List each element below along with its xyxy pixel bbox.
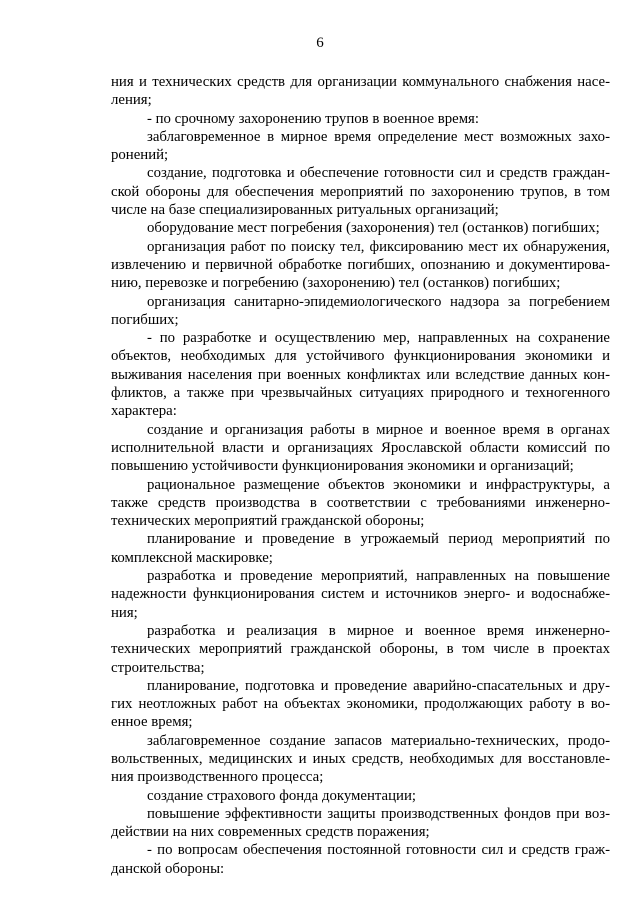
paragraph: - по разработке и осуществлению мер, направленных на сохранение объектов, необходимых для устойчивого функционирования экономики и выживания населения при военных конфликтах или вследствие данных конфликтов, а также при чрезвычайных ситуациях природного и техногенного характера:	[111, 330, 610, 420]
paragraph: планирование, подготовка и проведение аварийно-спасательных и других неотложных работ на объектах экономики, продолжающих работу в военное время;	[111, 677, 610, 731]
paragraph: заблаговременное в мирное время определение мест возможных захоронений;	[111, 128, 610, 164]
paragraph: разработка и реализация в мирное и военное время инженерно-технических мероприятий гражданской обороны, в том числе в проектах строительства;	[111, 622, 610, 676]
document-body	[111, 73, 610, 878]
paragraph: повышение эффективности защиты производственных фондов при воздействии на них современных средств поражения;	[111, 805, 610, 841]
paragraph: - по срочному захоронению трупов в военное время:	[147, 110, 479, 127]
paragraph: создание, подготовка и обеспечение готовности сил и средств гражданской обороны для обеспечения мероприятий по захоронению трупов, в том числе на базе специализированных ритуальных организаций;	[111, 165, 610, 219]
paragraph: организация работ по поиску тел, фиксированию мест их обнаружения, извлечению и первичной обработке погибших, опознанию и документированию, перевозке и погребению (захоронению) тел (останков) погибших;	[111, 238, 610, 292]
paragraph: разработка и проведение мероприятий, направленных на повышение надежности функционирования систем и источников энерго- и водоснабжения;	[111, 568, 610, 621]
page-number: 6	[316, 35, 324, 51]
paragraph: заблаговременное создание запасов материально-технических, продовольственных, медицинских и иных средств, необходимых для восстановления производственного процесса;	[111, 732, 610, 786]
paragraph: создание и организация работы в мирное и военное время в органах исполнительной власти и организациях Ярославской области комиссий по повышению устойчивости функционирования экономики и организаций;	[111, 421, 610, 475]
paragraph: ния и технических средств для организации коммунального снабжения населения;	[111, 74, 610, 109]
paragraph: организация санитарно-эпидемиологического надзора за погребением погибших;	[111, 293, 610, 328]
paragraph: создание страхового фонда документации;	[147, 787, 416, 804]
paragraph: оборудование мест погребения (захоронения) тел (останков) погибших;	[147, 220, 600, 237]
paragraph: рациональное размещение объектов экономики и инфраструктуры, а также средств производства в соответствии с требованиями инженерно-технических мероприятий гражданской обороны;	[111, 476, 610, 530]
paragraph: - по вопросам обеспечения постоянной готовности сил и средств гражданской обороны:	[111, 842, 610, 877]
paragraph: планирование и проведение в угрожаемый период мероприятий по комплексной маскировке;	[111, 531, 610, 566]
